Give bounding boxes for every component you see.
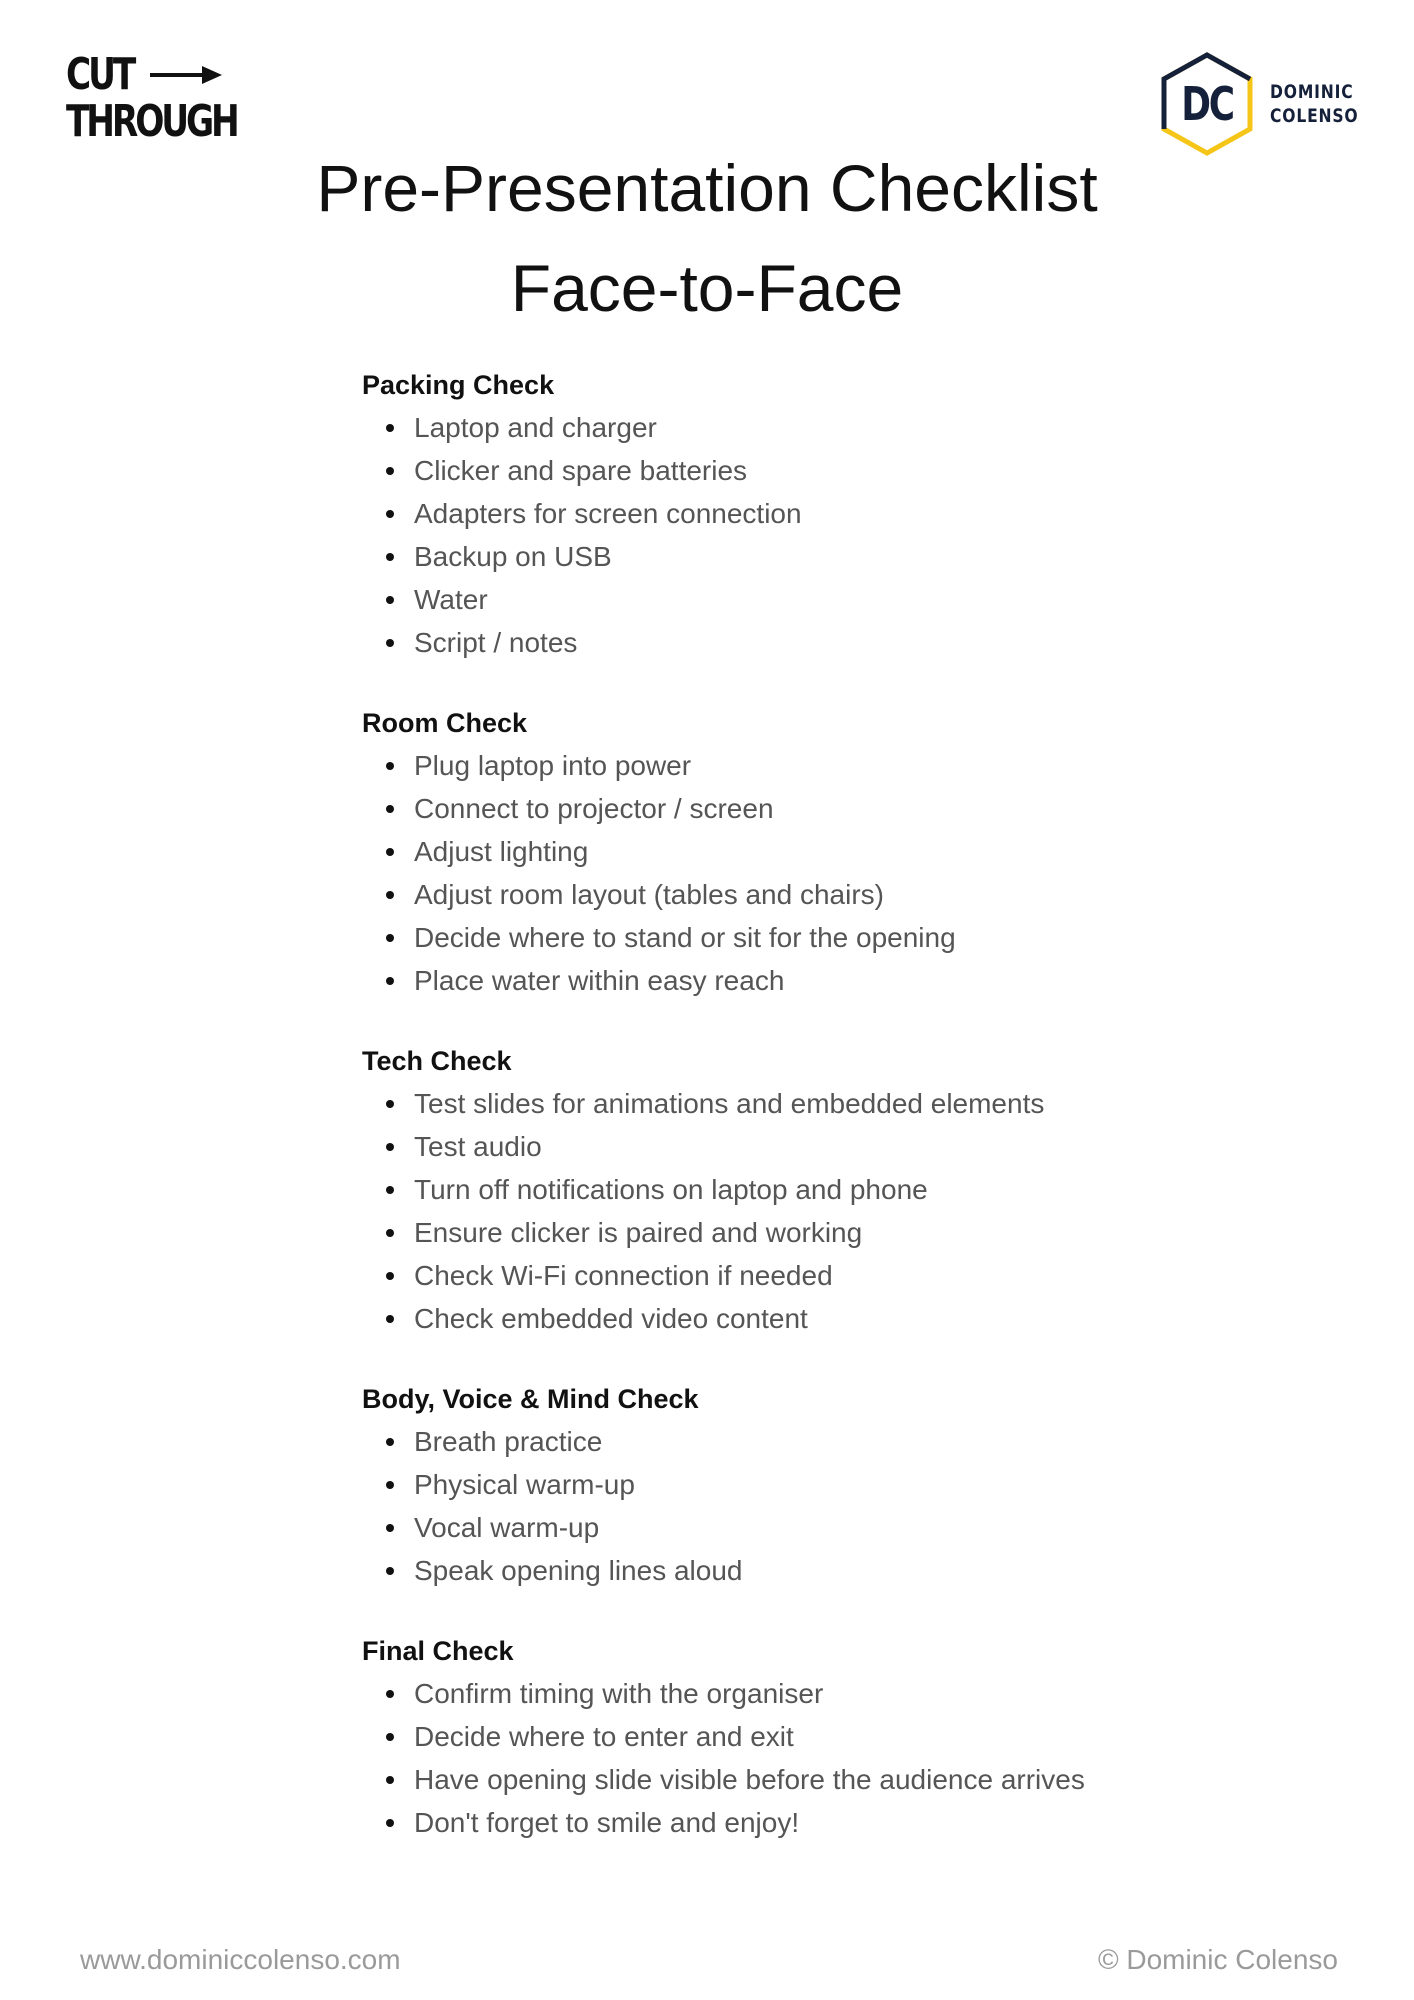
arrow-right-icon: [150, 64, 222, 86]
checklist-item: [362, 1082, 1162, 1125]
checklist-item: [362, 1420, 1162, 1463]
checklist-item-label: Test audio: [414, 1131, 542, 1162]
bullet-icon: [386, 1776, 394, 1784]
checklist-item-label: Adapters for screen connection: [414, 498, 802, 529]
checklist-item: [362, 1549, 1162, 1592]
title-line-1: Pre-Presentation Checklist: [316, 151, 1098, 225]
checklist-item-label: Water: [414, 584, 488, 615]
checklist-item: [362, 916, 1162, 959]
checklist-item-label: Confirm timing with the organiser: [414, 1678, 824, 1709]
checklist: [362, 744, 1162, 1002]
checklist-item-label: Backup on USB: [414, 541, 612, 572]
section-heading: Final Check: [362, 1636, 514, 1666]
checklist-item: [362, 1672, 1162, 1715]
bullet-icon: [386, 1272, 394, 1280]
footer-copyright: © Dominic Colenso: [1097, 1944, 1338, 1975]
checklist-item: [362, 449, 1162, 492]
section-heading: Body, Voice & Mind Check: [362, 1384, 699, 1414]
logo-brand-name: [1270, 80, 1378, 128]
checklist-item-label: Don't forget to smile and enjoy!: [414, 1807, 800, 1838]
checklist-section: [362, 1378, 1162, 1592]
checklist-item: [362, 959, 1162, 1002]
checklist-item: [362, 535, 1162, 578]
checklist-item-label: Vocal warm-up: [414, 1512, 600, 1543]
checklist-item-label: Plug laptop into power: [414, 750, 692, 781]
checklist-item: [362, 578, 1162, 621]
bullet-icon: [386, 848, 394, 856]
checklist: [362, 1082, 1162, 1340]
checklist: [362, 1672, 1162, 1844]
cut-through-logo: [66, 49, 237, 152]
checklist-item-label: Adjust room layout (tables and chairs): [414, 879, 884, 910]
checklist-item: [362, 1211, 1162, 1254]
checklist-item-label: Script / notes: [414, 627, 578, 658]
bullet-icon: [386, 1186, 394, 1194]
section-heading: Tech Check: [362, 1046, 512, 1076]
bullet-icon: [386, 891, 394, 899]
checklist-item-label: Have opening slide visible before the audience arrives: [414, 1764, 1085, 1795]
bullet-icon: [386, 1481, 394, 1489]
checklist-item: [362, 1297, 1162, 1340]
checklist-item-label: Decide where to stand or sit for the opening: [414, 922, 956, 953]
checklist-item-label: Physical warm-up: [414, 1469, 635, 1500]
checklist-item: [362, 830, 1162, 873]
bullet-icon: [386, 1143, 394, 1151]
checklist-item: [362, 1254, 1162, 1297]
logo-monogram: DC: [1181, 77, 1233, 131]
checklist-item: [362, 1758, 1162, 1801]
checklist-item-label: Laptop and charger: [414, 412, 657, 443]
bullet-icon: [386, 596, 394, 604]
checklist-item-label: Check embedded video content: [414, 1303, 808, 1334]
bullet-icon: [386, 1733, 394, 1741]
page-title: [0, 138, 1414, 338]
footer-website: www.dominiccolenso.com: [80, 1944, 401, 1975]
checklist-item: [362, 1506, 1162, 1549]
bullet-icon: [386, 553, 394, 561]
section-heading: Room Check: [362, 708, 528, 738]
bullet-icon: [386, 1315, 394, 1323]
logo-cut-text: CUT: [66, 49, 134, 100]
checklist-item: [362, 621, 1162, 664]
checklist-content: [362, 364, 1162, 1882]
checklist-item: [362, 1168, 1162, 1211]
checklist-item: [362, 492, 1162, 535]
logo-name-line1: DOMINIC: [1270, 81, 1354, 103]
title-line-2: Face-to-Face: [510, 251, 904, 325]
checklist-item-label: Adjust lighting: [414, 836, 589, 867]
bullet-icon: [386, 1229, 394, 1237]
bullet-icon: [386, 1819, 394, 1827]
checklist: [362, 406, 1162, 664]
checklist-item-label: Speak opening lines aloud: [414, 1555, 743, 1586]
checklist-item-label: Breath practice: [414, 1426, 603, 1457]
checklist-section: [362, 702, 1162, 1002]
checklist-section: [362, 364, 1162, 664]
bullet-icon: [386, 424, 394, 432]
checklist-item: [362, 406, 1162, 449]
checklist-item: [362, 1125, 1162, 1168]
checklist-item-label: Check Wi-Fi connection if needed: [414, 1260, 833, 1291]
bullet-icon: [386, 1438, 394, 1446]
checklist-item-label: Turn off notifications on laptop and phone: [414, 1174, 928, 1205]
bullet-icon: [386, 1567, 394, 1575]
logo-through-text: THROUGH: [66, 96, 237, 147]
bullet-icon: [386, 510, 394, 518]
checklist-item-label: Ensure clicker is paired and working: [414, 1217, 863, 1248]
checklist-item: [362, 873, 1162, 916]
checklist-section: [362, 1630, 1162, 1844]
bullet-icon: [386, 639, 394, 647]
section-heading: Packing Check: [362, 370, 555, 400]
checklist-item: [362, 1463, 1162, 1506]
bullet-icon: [386, 467, 394, 475]
checklist-item-label: Connect to projector / screen: [414, 793, 774, 824]
checklist-item: [362, 787, 1162, 830]
logo-name-line2: COLENSO: [1270, 105, 1359, 127]
bullet-icon: [386, 1690, 394, 1698]
checklist-item: [362, 1715, 1162, 1758]
checklist: [362, 1420, 1162, 1592]
checklist-item-label: Decide where to enter and exit: [414, 1721, 794, 1752]
checklist-item-label: Clicker and spare batteries: [414, 455, 748, 486]
bullet-icon: [386, 934, 394, 942]
checklist-item: [362, 1801, 1162, 1844]
bullet-icon: [386, 977, 394, 985]
checklist-item-label: Place water within easy reach: [414, 965, 785, 996]
checklist-item: [362, 744, 1162, 787]
bullet-icon: [386, 762, 394, 770]
bullet-icon: [386, 1524, 394, 1532]
checklist-item-label: Test slides for animations and embedded elements: [414, 1088, 1045, 1119]
checklist-section: [362, 1040, 1162, 1340]
bullet-icon: [386, 1100, 394, 1108]
bullet-icon: [386, 805, 394, 813]
